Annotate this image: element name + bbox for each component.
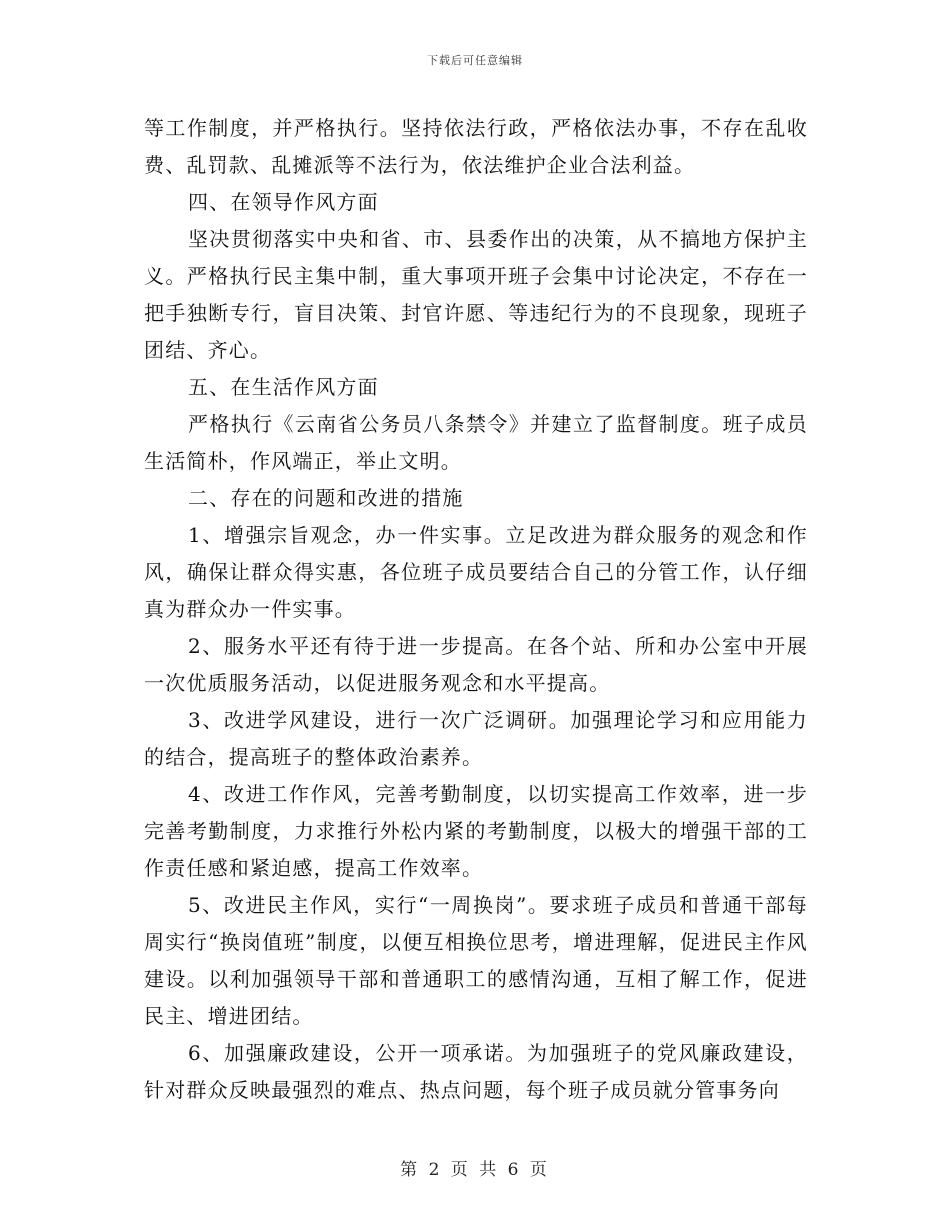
- document-body: [144, 110, 808, 1109]
- paragraph-continuation: 等工作制度，并严格执行。坚持依法行政，严格依法办事，不存在乱收费、乱罚款、乱摊派等不法行为，依法维护企业合法利益。: [144, 116, 808, 177]
- paragraph-leadership-style: 坚决贯彻落实中央和省、市、县委作出的决策，从不搞地方保护主义。严格执行民主集中制，重大事项开班子会集中讨论决定，不存在一把手独断专行，盲目决策、封官许愿、等违纪行为的不良现象，现班子团结、齐心。: [144, 227, 808, 362]
- section-heading-life-style: 五、在生活作风方面: [188, 375, 379, 399]
- measure-item-2: 2、服务水平还有待于进一步提高。在各个站、所和办公室中开展一次优质服务活动，以促进服务观念和水平提高。: [144, 634, 808, 695]
- measure-item-3: 3、改进学风建设，进行一次广泛调研。加强理论学习和应用能力的结合，提高班子的整体政治素养。: [144, 708, 808, 769]
- section-heading-leadership-style: 四、在领导作风方面: [188, 190, 379, 214]
- measure-item-4: 4、改进工作作风，完善考勤制度，以切实提高工作效率，进一步完善考勤制度，力求推行外松内紧的考勤制度，以极大的增强干部的工作责任感和紧迫感，提高工作效率。: [144, 782, 808, 880]
- measure-item-5: 5、改进民主作风，实行“一周换岗”。要求班子成员和普通干部每周实行“换岗值班”制度，以便互相换位思考，增进理解，促进民主作风建设。以利加强领导干部和普通职工的感情沟通，互相了解工作，促进民主、增进团结。: [144, 893, 808, 1028]
- page-header: 下载后可任意编辑: [427, 54, 523, 67]
- paragraph-life-style: 严格执行《云南省公务员八条禁令》并建立了监督制度。班子成员生活简朴，作风端正，举止文明。: [144, 412, 808, 473]
- section-heading-problems-measures: 二、存在的问题和改进的措施: [188, 486, 464, 510]
- measure-item-1: 1、增强宗旨观念，办一件实事。立足改进为群众服务的观念和作风，确保让群众得实惠，各位班子成员要结合自己的分管工作，认仔细真为群众办一件实事。: [144, 523, 808, 621]
- measure-item-6: 6、加强廉政建设，公开一项承诺。为加强班子的党风廉政建设，针对群众反映最强烈的难点、热点问题，每个班子成员就分管事务向: [144, 1041, 808, 1102]
- page-number-footer: 第 2 页 共 6 页: [400, 1160, 550, 1180]
